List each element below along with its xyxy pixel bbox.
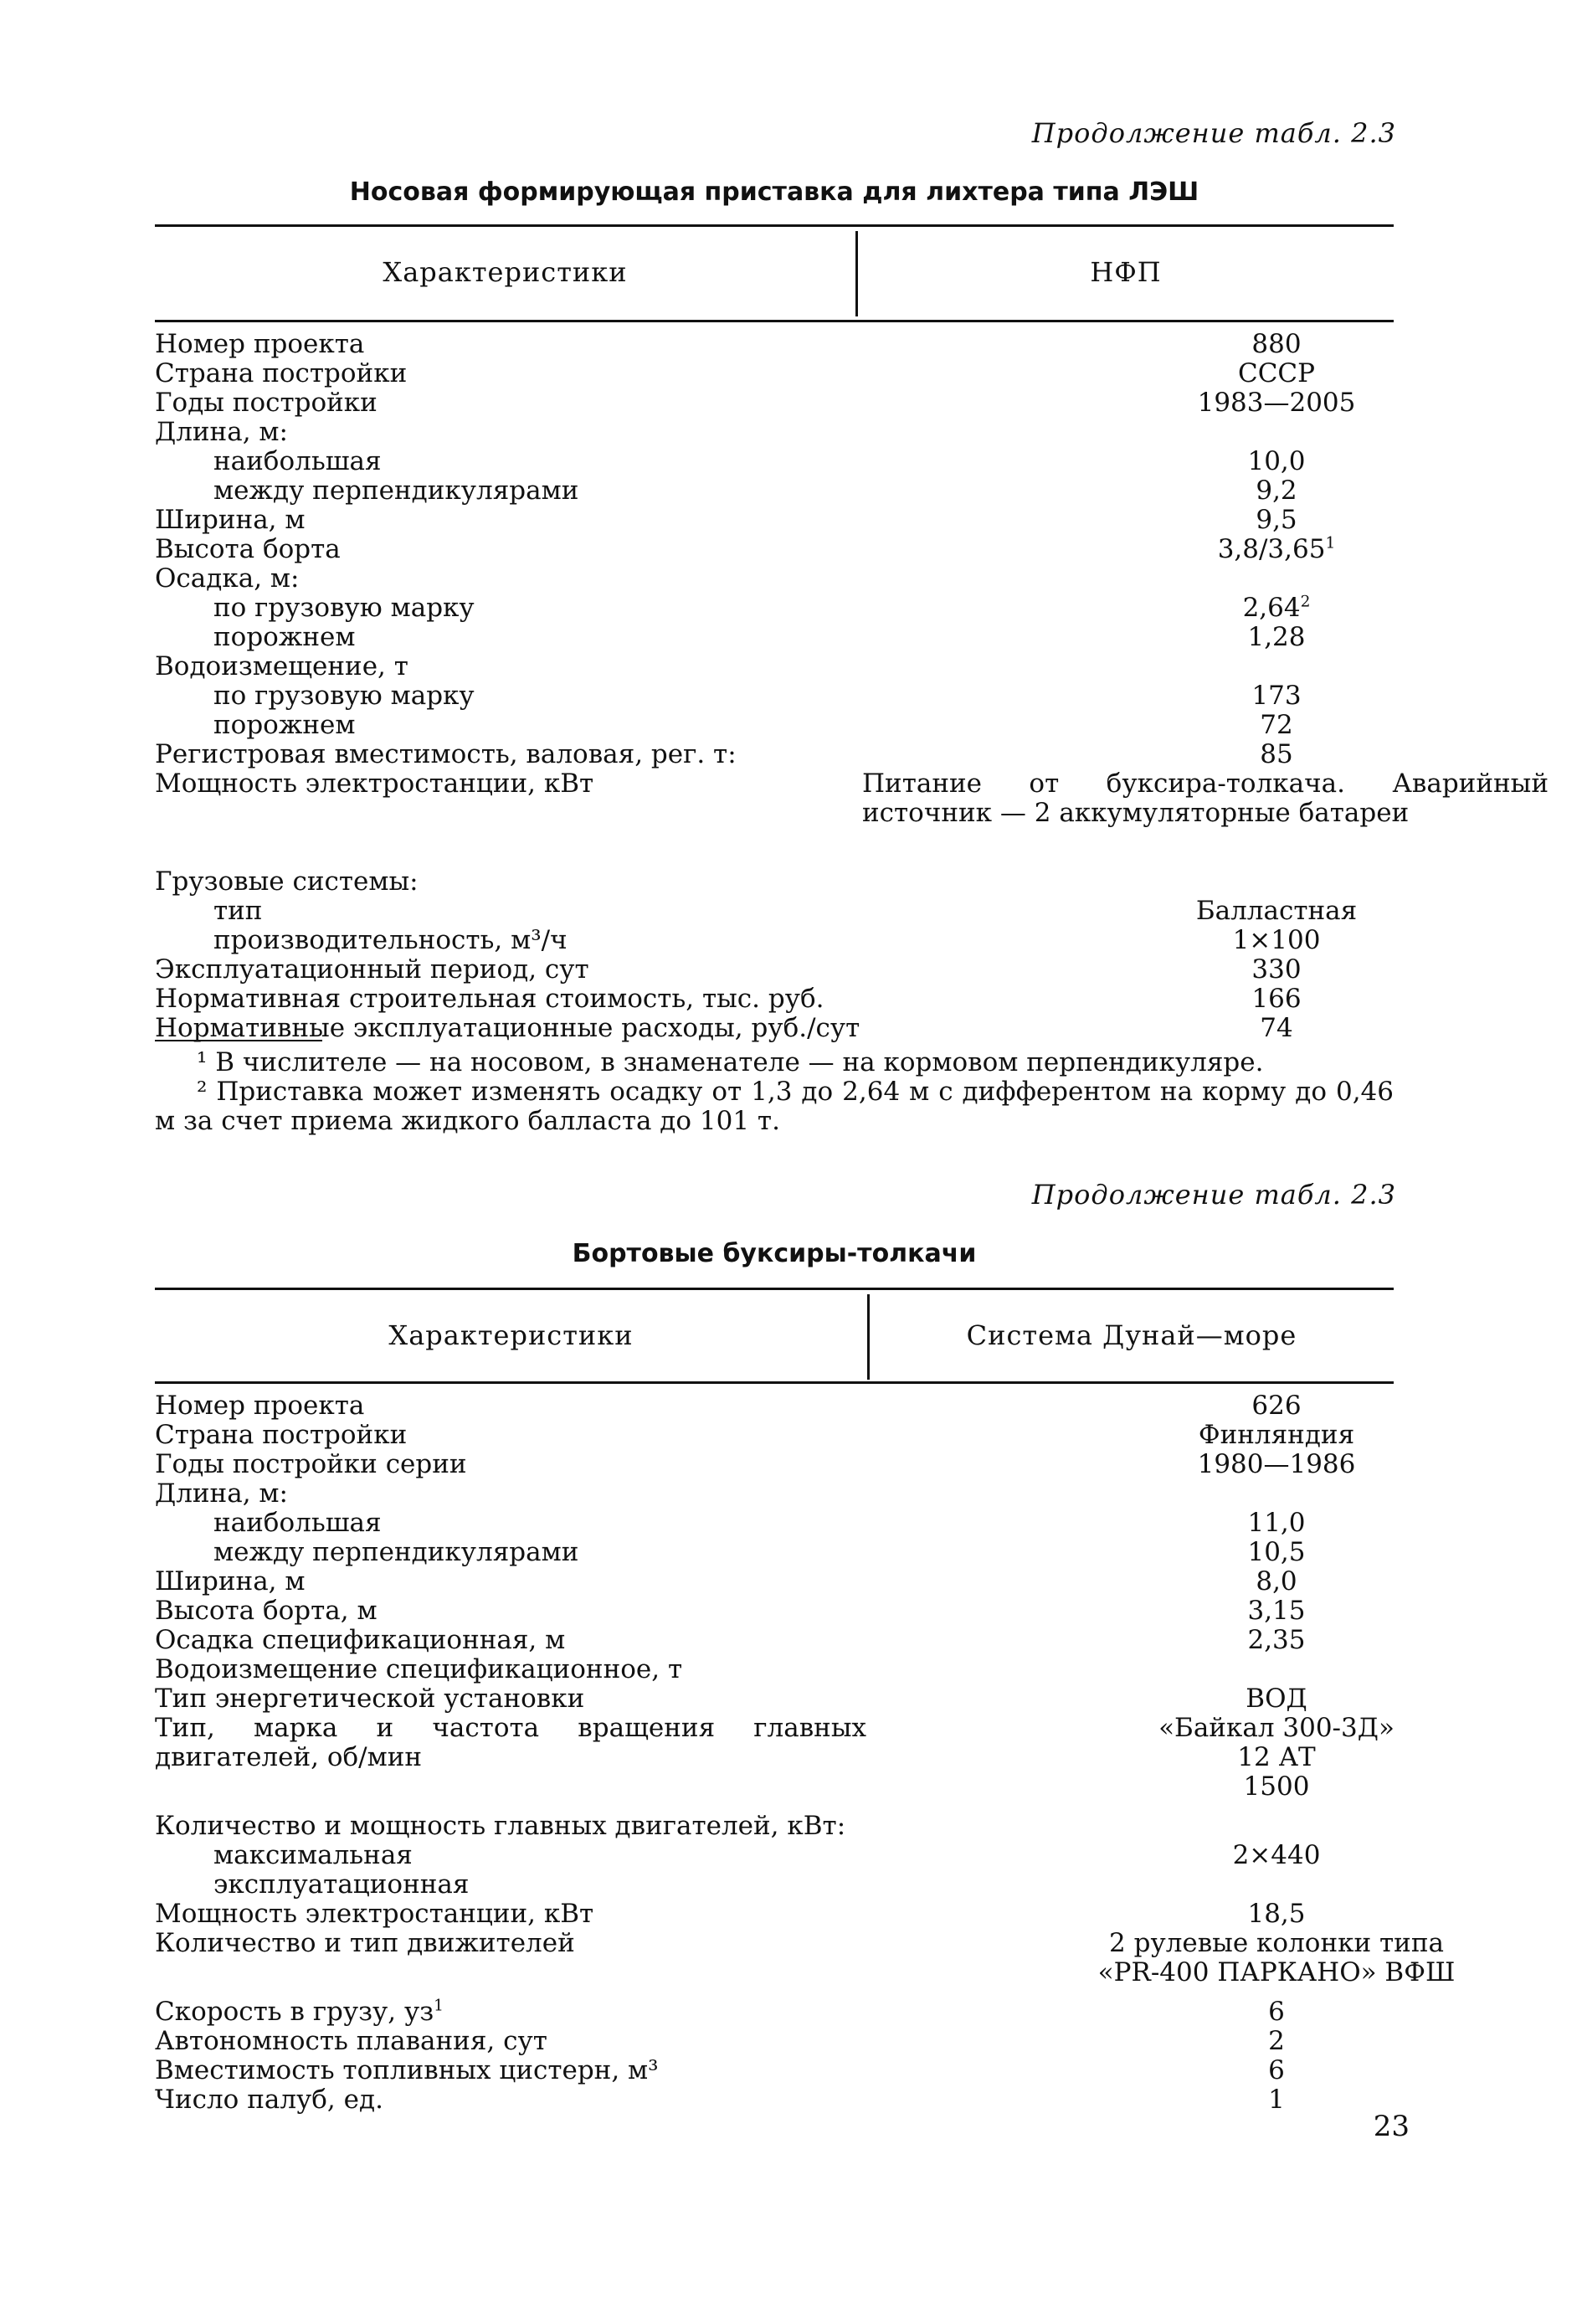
table-row xyxy=(155,2056,1394,2085)
continuation-note-2: Продолжение табл. 2.3 xyxy=(1031,1179,1396,1211)
row-label: наибольшая xyxy=(213,446,382,476)
row-value: 2×440 xyxy=(1232,1840,1321,1870)
table-row xyxy=(155,564,1394,594)
table-row xyxy=(155,740,1394,769)
row-value: 2 рулевые колонки типа «PR-400 ПАРКАНО» ВФШ xyxy=(1097,1928,1456,1987)
row-label: эксплуатационная xyxy=(213,1869,470,1900)
table2-top-rule xyxy=(155,1288,1394,1290)
row-value: 626 xyxy=(1251,1391,1302,1421)
table-row xyxy=(155,476,1394,506)
table-row xyxy=(155,1014,1394,1043)
row-label: Мощность электростанции, кВт xyxy=(155,1899,594,1929)
row-value: 85 xyxy=(1260,739,1293,769)
row-label: по грузовую марку xyxy=(213,593,475,623)
row-label: тип xyxy=(213,896,263,926)
row-value: 2,35 xyxy=(1247,1625,1306,1655)
table2-title: Бортовые буксиры-толкачи xyxy=(572,1239,977,1268)
row-label: Длина, м: xyxy=(155,1478,288,1509)
row-label: Страна постройки xyxy=(155,1420,408,1450)
row-label: Автономность плавания, сут xyxy=(155,2026,547,2056)
row-label: Водоизмещение спецификационное, т xyxy=(155,1654,683,1684)
table-row xyxy=(155,506,1394,535)
row-value: СССР xyxy=(1237,358,1316,388)
table1-title: Носовая формирующая приставка для лихтера типа ЛЭШ xyxy=(349,177,1199,207)
table-row xyxy=(155,330,1394,359)
row-value: 74 xyxy=(1260,1013,1293,1043)
table1-header-rule xyxy=(155,320,1394,322)
row-value: 3,15 xyxy=(1247,1596,1306,1626)
row-label: Ширина, м xyxy=(155,1566,306,1596)
footnote-separator xyxy=(155,1040,322,1041)
row-value: 8,0 xyxy=(1256,1566,1297,1596)
row-label: Мощность электростанции, кВт xyxy=(155,769,594,799)
table-row xyxy=(155,2027,1394,2056)
row-value: 9,2 xyxy=(1256,476,1297,506)
table-row xyxy=(155,897,1394,926)
row-label: Скорость в грузу, $уз^1$ xyxy=(155,1997,444,2027)
row-value: Балластная xyxy=(1195,896,1358,926)
row-value: 11,0 xyxy=(1247,1508,1306,1538)
row-value: 10,0 xyxy=(1247,446,1306,476)
row-value: 6 xyxy=(1268,2055,1285,2085)
row-label: Осадка спецификационная, м xyxy=(155,1625,566,1655)
row-label: наибольшая xyxy=(213,1508,382,1538)
table-row xyxy=(155,388,1394,418)
table-row xyxy=(155,1391,1394,1421)
row-value: 10,5 xyxy=(1247,1537,1306,1567)
row-label: Высота борта xyxy=(155,534,341,564)
row-label: Количество и мощность главных двигателей, кВт: xyxy=(155,1811,846,1841)
row-label: производительность, м³/ч xyxy=(213,925,568,955)
row-value: 166 xyxy=(1251,984,1302,1014)
table-row xyxy=(155,1928,1456,1998)
row-label: порожнем xyxy=(213,622,356,652)
table-row xyxy=(155,1596,1394,1626)
table-row xyxy=(155,769,1549,867)
row-label: Количество и тип движителей xyxy=(155,1928,575,1958)
table-row xyxy=(155,1479,1394,1509)
table-row xyxy=(155,1900,1394,1929)
table-row xyxy=(155,985,1394,1014)
table-row xyxy=(155,1421,1394,1450)
row-label: Число палуб, ед. xyxy=(155,2085,383,2115)
row-label: максимальная xyxy=(213,1840,413,1870)
row-label: Тип, марка и частота вращения главных двигателей, об/мин xyxy=(155,1713,866,1772)
row-label: Номер проекта xyxy=(155,1391,365,1421)
table1-col-characteristics: Характеристики xyxy=(383,256,628,288)
table-row xyxy=(155,1626,1394,1655)
table1-body xyxy=(155,329,1549,1043)
row-value: 173 xyxy=(1251,681,1302,711)
row-label: Высота борта, м xyxy=(155,1596,378,1626)
table-row xyxy=(155,1714,1394,1812)
table-row xyxy=(155,1870,1394,1900)
row-value: «Байкал 300-3Д» 12 АТ 1500 xyxy=(1158,1713,1395,1802)
row-label: по грузовую марку xyxy=(213,681,475,711)
row-value: 2 xyxy=(1268,2026,1285,2056)
row-label: Ширина, м xyxy=(155,505,306,535)
row-value: 2,64$^2$ xyxy=(1242,593,1311,623)
table-row xyxy=(155,711,1394,740)
table-row xyxy=(155,418,1394,447)
table1-top-rule xyxy=(155,224,1394,227)
table1-footnotes xyxy=(155,1048,1394,1136)
row-label: Годы постройки xyxy=(155,388,378,418)
table-row xyxy=(155,535,1394,564)
row-label: Нормативные эксплуатационные расходы, руб./сут xyxy=(155,1013,860,1043)
row-label: Грузовые системы: xyxy=(155,866,419,897)
row-label: Страна постройки xyxy=(155,358,408,388)
row-value: 880 xyxy=(1251,329,1302,359)
table1-col-value: НФП xyxy=(1090,256,1162,288)
row-label: Осадка, м: xyxy=(155,563,300,594)
table-row xyxy=(155,1812,1394,1841)
row-value: 1980—1986 xyxy=(1197,1449,1356,1479)
row-label: Эксплуатационный период, сут xyxy=(155,954,589,985)
page-number: 23 xyxy=(1373,2110,1410,2143)
row-label: Годы постройки серии xyxy=(155,1449,467,1479)
table-row xyxy=(155,1450,1394,1479)
row-value: 1,28 xyxy=(1247,622,1306,652)
row-label: Вместимость топливных цистерн, м³ xyxy=(155,2055,659,2085)
table-row xyxy=(155,867,1394,897)
row-value: 1 xyxy=(1268,2085,1285,2115)
row-label: между перпендикулярами xyxy=(213,476,579,506)
table2-col-characteristics: Характеристики xyxy=(388,1319,634,1351)
row-value: ВОД xyxy=(1246,1684,1307,1714)
table-row xyxy=(155,926,1394,955)
table-row xyxy=(155,1684,1394,1714)
row-value: 3,8/3,65$^1$ xyxy=(1217,534,1336,564)
row-label: Регистровая вместимость, валовая, рег. т: xyxy=(155,739,737,769)
table-row xyxy=(155,1567,1394,1596)
row-value: 9,5 xyxy=(1256,505,1297,535)
table-row xyxy=(155,1509,1394,1538)
table-row xyxy=(155,1655,1394,1684)
footnote-1: ¹ В числителе — на носовом, в знаменателе — на кормовом перпендикуляре. xyxy=(197,1047,1264,1077)
table-row xyxy=(155,623,1394,652)
table2-body xyxy=(155,1391,1456,2115)
table-row xyxy=(155,359,1394,388)
row-value: 1983—2005 xyxy=(1197,388,1356,418)
row-label: Тип энергетической установки xyxy=(155,1684,585,1714)
table-row xyxy=(155,1841,1394,1870)
table-row xyxy=(155,1998,1394,2027)
table-row xyxy=(155,1538,1394,1567)
row-value: 18,5 xyxy=(1247,1899,1306,1929)
table-row xyxy=(155,2085,1394,2115)
footnote-2: ² Приставка может изменять осадку от 1,3 до 2,64 м с дифферентом на корму до 0,46 м за счет приема жидкого балласта до 101 т. xyxy=(155,1077,1394,1136)
table-row xyxy=(155,447,1394,476)
table2-header-rule xyxy=(155,1381,1394,1384)
row-label: Водоизмещение, т xyxy=(155,651,408,681)
continuation-note-1: Продолжение табл. 2.3 xyxy=(1031,117,1396,149)
row-label: Нормативная строительная стоимость, тыс. руб. xyxy=(155,984,824,1014)
row-label: Длина, м: xyxy=(155,417,288,447)
row-label: между перпендикулярами xyxy=(213,1537,579,1567)
table-row xyxy=(155,955,1394,985)
row-value: Питание от буксира-толкача. Аварийный источник — 2 аккумуляторные батареи xyxy=(862,769,1549,828)
row-label: порожнем xyxy=(213,710,356,740)
table-row xyxy=(155,594,1394,623)
row-value: 330 xyxy=(1251,954,1302,985)
table2-col-value: Система Дунай—море xyxy=(966,1319,1297,1351)
table-row xyxy=(155,652,1394,681)
row-value: Финляндия xyxy=(1198,1420,1355,1450)
row-value: 1×100 xyxy=(1232,925,1321,955)
table-row xyxy=(155,681,1394,711)
row-label: Номер проекта xyxy=(155,329,365,359)
row-value: 6 xyxy=(1268,1997,1285,2027)
row-value: 72 xyxy=(1260,710,1293,740)
